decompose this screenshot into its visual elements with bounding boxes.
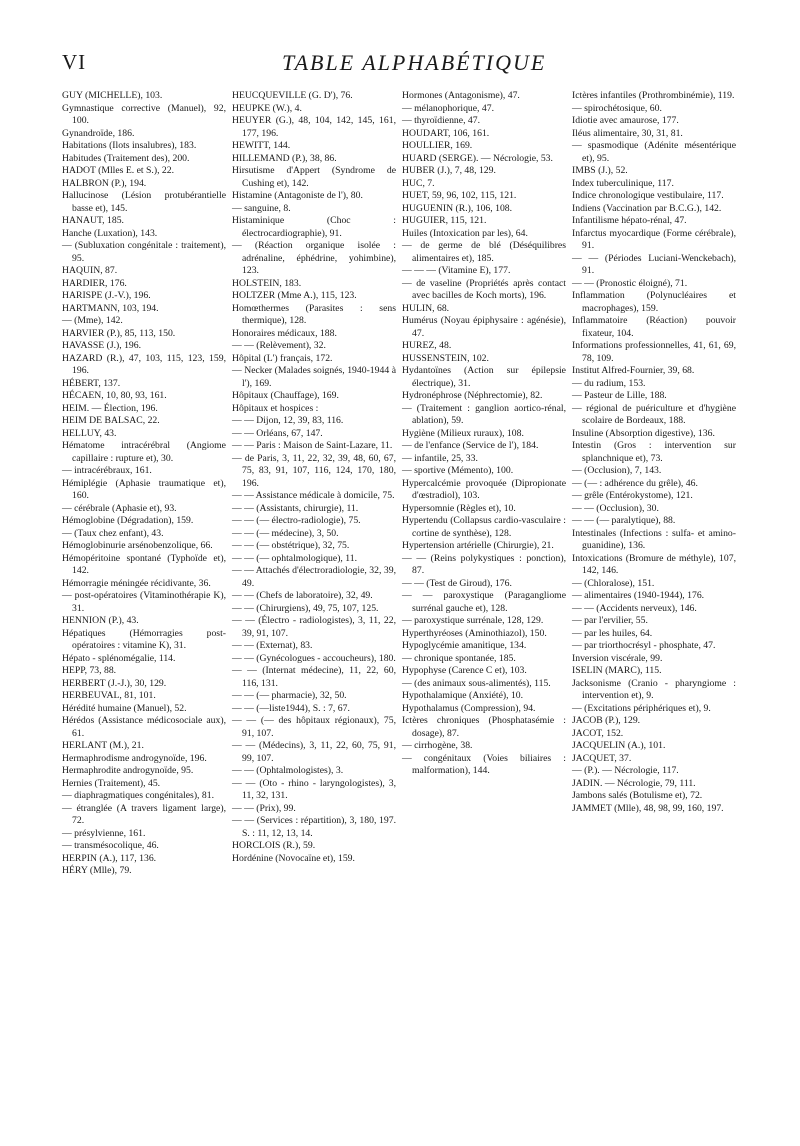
index-entry: — grêle (Entérokystome), 121.: [572, 490, 693, 501]
index-entry: HUGUENIN (R.), 106, 108.: [402, 202, 513, 214]
index-entry: — — (— électro-radiologie), 75.: [232, 515, 361, 526]
page-title: TABLE ALPHABÉTIQUE: [282, 50, 547, 75]
index-entry: HÉRY (Mlle), 79.: [62, 865, 132, 876]
index-entry: — cérébrale (Aphasie et), 93.: [62, 502, 177, 514]
index-entry: — — Attachés d'électroradiologie, 32, 39, 49.: [232, 565, 396, 589]
index-entry: HUC, 7.: [402, 177, 435, 189]
index-entry: HARTMANN, 103, 194.: [62, 302, 159, 314]
index-entry: JADIN. — Nécrologie, 79, 111.: [572, 777, 696, 789]
index-entry: HAZARD (R.), 47, 103, 115, 123, 159, 196.: [62, 352, 226, 376]
index-entry: — — (Relèvement), 32.: [232, 340, 326, 351]
index-entry: Hémoglobinurie arsénobenzolique, 66.: [62, 540, 213, 551]
index-entry: — — (Services : répartition), 3, 180, 197. S. : 11, 12, 13, 14.: [232, 815, 396, 839]
index-entry: — — Orléans, 67, 147.: [232, 427, 323, 439]
index-entry: HULIN, 68.: [402, 302, 450, 314]
index-entry: Gynandroïde, 186.: [62, 127, 135, 139]
index-entry: HELLUY, 43.: [62, 427, 117, 439]
index-entry: HOULLIER, 169.: [402, 140, 473, 151]
index-entry: Hypothalamique (Anxiété), 10.: [402, 690, 524, 701]
index-entry: Inversion viscérale, 99.: [572, 652, 663, 664]
index-entry: — intracérébraux, 161.: [62, 465, 152, 476]
index-entry: — — paroxystique (Paragangliome surrénal gauche et), 128.: [402, 590, 566, 614]
index-entry: — — (Gynécologues - accoucheurs), 180.: [232, 652, 396, 664]
index-entry: — spirochétosique, 60.: [572, 102, 662, 114]
index-entry: JACQUELIN (A.), 101.: [572, 740, 666, 751]
index-entry: — post-opératoires (Vitaminothérapie K), 31.: [62, 590, 226, 614]
index-entry: Iléus alimentaire, 30, 31, 81.: [572, 127, 683, 139]
index-column-1: [62, 90, 226, 878]
index-entry: Hérédos (Assistance médicosociale aux), 61.: [62, 715, 226, 739]
index-entry: JAMMET (Mlle), 48, 98, 99, 160, 197.: [572, 802, 724, 814]
index-entry: — (des animaux sous-alimentés), 115.: [402, 677, 551, 689]
index-entry: IMBS (J.), 52.: [572, 165, 628, 176]
index-entry: — paroxystique surrénale, 128, 129.: [402, 615, 544, 626]
index-entry: HUREZ, 48.: [402, 340, 452, 351]
index-entry: — étranglée (A travers ligament large), 72.: [62, 802, 226, 826]
index-entry: — — (Externat), 83.: [232, 640, 313, 651]
index-entry: HUBER (J.), 7, 48, 129.: [402, 165, 496, 176]
index-column-3: [402, 90, 566, 778]
index-entry: Institut Alfred-Fournier, 39, 68.: [572, 365, 695, 376]
index-entry: — thyroïdienne, 47.: [402, 115, 481, 126]
index-entry: HERLANT (M.), 21.: [62, 740, 144, 751]
index-columns: [62, 90, 752, 1130]
index-entry: HUET, 59, 96, 102, 115, 121.: [402, 190, 517, 201]
index-entry: Intestin (Gros : intervention sur splanchnique et), 73.: [572, 440, 736, 464]
index-entry: — de Paris, 3, 11, 22, 32, 39, 48, 60, 67, 75, 83, 91, 107, 116, 124, 170, 180, 196.: [232, 452, 396, 489]
index-entry: HERPIN (A.), 117, 136.: [62, 852, 157, 864]
index-entry: — (— : adhérence du grêle), 46.: [572, 477, 698, 489]
index-entry: ISELIN (MARC), 115.: [572, 665, 662, 676]
index-entry: Inflammatoire (Réaction) pouvoir fixateur, 104.: [572, 315, 736, 339]
index-entry: — — (Assistants, chirurgie), 11.: [232, 502, 359, 514]
index-entry: HARISPE (J.-V.), 196.: [62, 290, 151, 301]
index-entry: HOLTZER (Mme A.), 115, 123.: [232, 290, 357, 301]
index-entry: — — (Chefs de laboratoire), 32, 49.: [232, 590, 373, 601]
index-entry: — — (— pharmacie), 32, 50.: [232, 690, 347, 701]
index-entry: — — (Prix), 99.: [232, 802, 296, 814]
index-entry: — (Traitement : ganglion aortico-rénal, ablation), 59.: [402, 402, 566, 426]
index-entry: HOUDART, 106, 161.: [402, 127, 490, 139]
page-number: VI: [62, 50, 87, 74]
index-entry: Jambons salés (Botulisme et), 72.: [572, 790, 703, 801]
index-entry: — — Paris : Maison de Saint-Lazare, 11.: [232, 440, 393, 451]
index-entry: HAVASSE (J.), 196.: [62, 340, 142, 351]
index-entry: HANAUT, 185.: [62, 215, 124, 226]
index-entry: — mélanophorique, 47.: [402, 102, 495, 114]
index-entry: Infarctus myocardique (Forme cérébrale), 91.: [572, 227, 736, 251]
index-entry: Hémiplégie (Aphasie traumatique et), 160.: [62, 477, 226, 501]
index-entry: Hormones (Antagonisme), 47.: [402, 90, 520, 101]
index-entry: Hydantoïnes (Action sur épilepsie électrique), 31.: [402, 365, 566, 389]
index-entry: HEUPKE (W.), 4.: [232, 102, 302, 114]
index-entry: Indice chronologique vestibulaire, 117.: [572, 190, 724, 201]
index-entry: HEPP, 73, 88.: [62, 665, 117, 676]
index-entry: HERBEUVAL, 81, 101.: [62, 690, 156, 701]
index-entry: — — Assistance médicale à domicile, 75.: [232, 490, 395, 501]
index-entry: HUARD (SERGE). — Nécrologie, 53.: [402, 152, 553, 164]
index-entry: — (Occlusion), 7, 143.: [572, 465, 662, 476]
index-entry: — régional de puériculture et d'hygiène scolaire de Bordeaux, 188.: [572, 402, 736, 426]
index-entry: — par les huiles, 64.: [572, 627, 653, 639]
index-entry: — (Excitations périphériques et), 9.: [572, 702, 711, 714]
index-entry: Hôpitaux (Chauffage), 169.: [232, 390, 339, 401]
index-entry: HALBRON (P.), 194.: [62, 177, 147, 189]
index-entry: HUGUIER, 115, 121.: [402, 215, 487, 226]
index-entry: — — (Accidents nerveux), 146.: [572, 602, 697, 614]
index-entry: Hérédité humaine (Manuel), 52.: [62, 702, 187, 714]
index-entry: HAQUIN, 87.: [62, 265, 118, 276]
index-entry: Hyperthyréoses (Aminothiazol), 150.: [402, 627, 547, 639]
index-entry: Hermaphrodisme androgynoïde, 196.: [62, 752, 207, 764]
index-entry: Hépatiques (Hémorragies post-opératoires : vitamine K), 31.: [62, 627, 226, 651]
index-entry: HORCLOIS (R.), 59.: [232, 840, 316, 851]
index-entry: HÉCAEN, 10, 80, 93, 161.: [62, 390, 167, 401]
index-entry: Habitudes (Traitement des), 200.: [62, 152, 190, 164]
index-entry: Honoraires médicaux, 188.: [232, 327, 337, 339]
index-entry: — — (Occlusion), 30.: [572, 502, 659, 514]
index-entry: — (Réaction organique isolée : adrénaline, éphédrine, yohimbine), 123.: [232, 240, 396, 276]
index-entry: — — (— obstétrique), 32, 75.: [232, 540, 350, 551]
index-entry: — — (Pronostic éloigné), 71.: [572, 277, 688, 289]
index-entry: Indiens (Vaccination par B.C.G.), 142.: [572, 202, 722, 214]
index-entry: — présylvienne, 161.: [62, 827, 146, 839]
index-entry: — spasmodique (Adénite mésentérique et), 95.: [572, 140, 736, 164]
index-entry: — par triorthocrésyl - phosphate, 47.: [572, 640, 716, 651]
index-entry: — par l'ervilier, 55.: [572, 615, 648, 626]
index-entry: — cirrhogène, 38.: [402, 740, 473, 751]
index-entry: Histaminique (Choc : électrocardiographie), 91.: [232, 215, 396, 239]
index-entry: Hanche (Luxation), 143.: [62, 227, 158, 239]
index-entry: — congénitaux (Voies biliaires : malformation), 144.: [402, 752, 566, 776]
index-entry: Hydronéphrose (Néphrectomie), 82.: [402, 390, 543, 401]
index-entry: — alimentaires (1940-1944), 176.: [572, 590, 705, 601]
index-entry: — — (Chirurgiens), 49, 75, 107, 125.: [232, 602, 379, 614]
index-entry: Hypertendu (Collapsus cardio-vasculaire : cortine de synthèse), 128.: [402, 515, 566, 539]
index-entry: Hypertension artérielle (Chirurgie), 21.: [402, 540, 554, 551]
index-column-2: [232, 90, 396, 865]
index-entry: — (Taux chez enfant), 43.: [62, 527, 164, 539]
index-entry: Jacksonisme (Cranio - pharyngiome : intervention et), 9.: [572, 677, 736, 701]
index-entry: Hypercalcémie provoquée (Dipropionate d'œstradiol), 103.: [402, 477, 566, 501]
index-entry: — — (— paralytique), 88.: [572, 515, 676, 526]
index-entry: — — (— médecine), 3, 50.: [232, 527, 339, 539]
index-entry: JACOB (P.), 129.: [572, 715, 641, 726]
index-entry: HARDIER, 176.: [62, 277, 127, 289]
index-entry: — — (— des hôpitaux régionaux), 75, 91, 107.: [232, 715, 396, 739]
index-entry: — — (Internat médecine), 11, 22, 60, 116, 131.: [232, 665, 396, 689]
index-entry: Informations professionnelles, 41, 61, 69, 78, 109.: [572, 340, 736, 364]
index-entry: HEIM DE BALSAC, 22.: [62, 415, 160, 426]
index-entry: Homœthermes (Parasites : sens thermique), 128.: [232, 302, 396, 326]
index-entry: — — (Oto - rhino - laryngologistes), 3, 11, 32, 131.: [232, 777, 396, 801]
index-entry: — sanguine, 8.: [232, 202, 291, 214]
index-entry: — de germe de blé (Déséquilibres alimentaires et), 185.: [402, 240, 566, 264]
index-entry: Inflammation (Polynucléaires et macrophages), 159.: [572, 290, 736, 314]
index-entry: Hôpital (L') français, 172.: [232, 352, 333, 364]
index-entry: Index tuberculinique, 117.: [572, 177, 674, 189]
index-entry: — (Mme), 142.: [62, 315, 123, 326]
index-entry: HERBERT (J.-J.), 30, 129.: [62, 677, 167, 689]
index-entry: — — (Médecins), 3, 11, 22, 60, 75, 91, 99, 107.: [232, 740, 396, 764]
index-entry: JACOT, 152.: [572, 727, 624, 739]
index-entry: Huiles (Intoxication par les), 64.: [402, 227, 528, 239]
index-entry: JACQUET, 37.: [572, 752, 632, 764]
index-entry: HEUYER (G.), 48, 104, 142, 145, 161, 177, 196.: [232, 115, 396, 139]
index-entry: Hypophyse (Carence C et), 103.: [402, 665, 527, 676]
index-entry: — — (— ophtalmologique), 11.: [232, 552, 358, 564]
index-entry: Hermaphrodite androgynoïde, 95.: [62, 765, 194, 776]
index-entry: GUY (MICHELLE), 103.: [62, 90, 163, 101]
index-entry: — transmésocolique, 46.: [62, 840, 159, 851]
index-entry: Hémopéritoine spontané (Typhoïde et), 142.: [62, 552, 226, 576]
index-entry: Histamine (Antagoniste de l'), 80.: [232, 190, 363, 201]
index-entry: Hépato - splénomégalie, 114.: [62, 652, 176, 664]
index-entry: HEIM. — Élection, 196.: [62, 402, 158, 414]
index-entry: — Necker (Malades soignés, 1940-1944 à l'), 169.: [232, 365, 396, 389]
index-entry: Hypersomnie (Règles et), 10.: [402, 502, 516, 514]
index-entry: HOLSTEIN, 183.: [232, 277, 302, 289]
index-entry: HENNION (P.), 43.: [62, 615, 139, 626]
index-entry: Idiotie avec amaurose, 177.: [572, 115, 679, 126]
index-entry: — diaphragmatiques congénitales), 81.: [62, 790, 214, 801]
index-entry: — — Dijon, 12, 39, 83, 116.: [232, 415, 344, 426]
index-entry: Hernies (Traitement), 45.: [62, 777, 161, 789]
index-entry: Ictères infantiles (Prothrombinémie), 119.: [572, 90, 735, 101]
index-entry: Hypoglycémie amanitique, 134.: [402, 640, 527, 651]
index-entry: Ictères chroniques (Phosphatasémie : dosage), 87.: [402, 715, 566, 739]
index-entry: — de vaseline (Propriétés après contact avec bacilles de Koch morts), 196.: [402, 277, 566, 301]
index-entry: HEWITT, 144.: [232, 140, 291, 151]
index-entry: HUSSENSTEIN, 102.: [402, 352, 489, 364]
index-entry: — de l'enfance (Service de l'), 184.: [402, 440, 539, 451]
index-entry: — sportive (Mémento), 100.: [402, 465, 514, 476]
index-entry: Infantilisme hépato-rénal, 47.: [572, 215, 687, 226]
index-entry: HILLEMAND (P.), 38, 86.: [232, 152, 337, 164]
index-entry: Gymnastique corrective (Manuel), 92, 100.: [62, 102, 226, 126]
index-entry: — — (—liste1944), S. : 7, 67.: [232, 702, 350, 714]
index-entry: — — — (Vitamine E), 177.: [402, 265, 511, 276]
index-entry: HEUCQUEVILLE (G. D'), 76.: [232, 90, 353, 101]
index-entry: Hirsutisme d'Appert (Syndrome de Cushing et), 142.: [232, 165, 396, 189]
index-entry: HADOT (Mlles E. et S.), 22.: [62, 165, 175, 176]
index-entry: Intestinales (Infections : sulfa- et amino-guanidine), 136.: [572, 527, 736, 551]
index-entry: — — (Reins polykystiques : ponction), 87.: [402, 552, 566, 576]
index-entry: — Pasteur de Lille, 188.: [572, 390, 667, 401]
index-entry: Humérus (Noyau épiphysaire : agénésie), 47.: [402, 315, 566, 339]
index-entry: Habitations (Ilots insalubres), 183.: [62, 140, 197, 151]
index-column-4: [572, 90, 736, 815]
index-entry: — (Subluxation congénitale : traitement), 95.: [62, 240, 226, 264]
index-entry: — du radium, 153.: [572, 377, 646, 389]
index-entry: Intoxications (Bromure de méthyle), 107, 142, 146.: [572, 552, 736, 576]
index-entry: Hématome intracérébral (Angiome capillaire : rupture et), 30.: [62, 440, 226, 464]
index-entry: — chronique spontanée, 185.: [402, 652, 516, 664]
index-entry: HARVIER (P.), 85, 113, 150.: [62, 327, 176, 339]
page-header: [62, 50, 742, 86]
index-entry: — (P.). — Nécrologie, 117.: [572, 765, 679, 776]
index-entry: — — (Périodes Luciani-Wenckebach), 91.: [572, 252, 736, 276]
index-entry: Hypothalamus (Compression), 94.: [402, 702, 536, 714]
index-entry: Insuline (Absorption digestive), 136.: [572, 427, 715, 439]
index-entry: — infantile, 25, 33.: [402, 452, 478, 464]
index-entry: Hordénine (Novocaïne et), 159.: [232, 852, 355, 864]
index-entry: Hallucinose (Lésion protubérantielle basse et), 145.: [62, 190, 226, 214]
index-entry: — — (Électro - radiologistes), 3, 11, 22, 39, 91, 107.: [232, 615, 396, 639]
index-entry: Hémoglobine (Dégradation), 159.: [62, 515, 194, 526]
index-entry: — — (Ophtalmologistes), 3.: [232, 765, 344, 776]
index-entry: — — (Test de Giroud), 176.: [402, 577, 512, 589]
index-entry: HÉBERT, 137.: [62, 377, 121, 389]
index-entry: Hémorragie méningée récidivante, 36.: [62, 577, 211, 589]
index-entry: Hygiène (Milieux ruraux), 108.: [402, 427, 524, 439]
index-entry: Hôpitaux et hospices :: [232, 402, 319, 414]
index-entry: — (Chloralose), 151.: [572, 577, 655, 589]
